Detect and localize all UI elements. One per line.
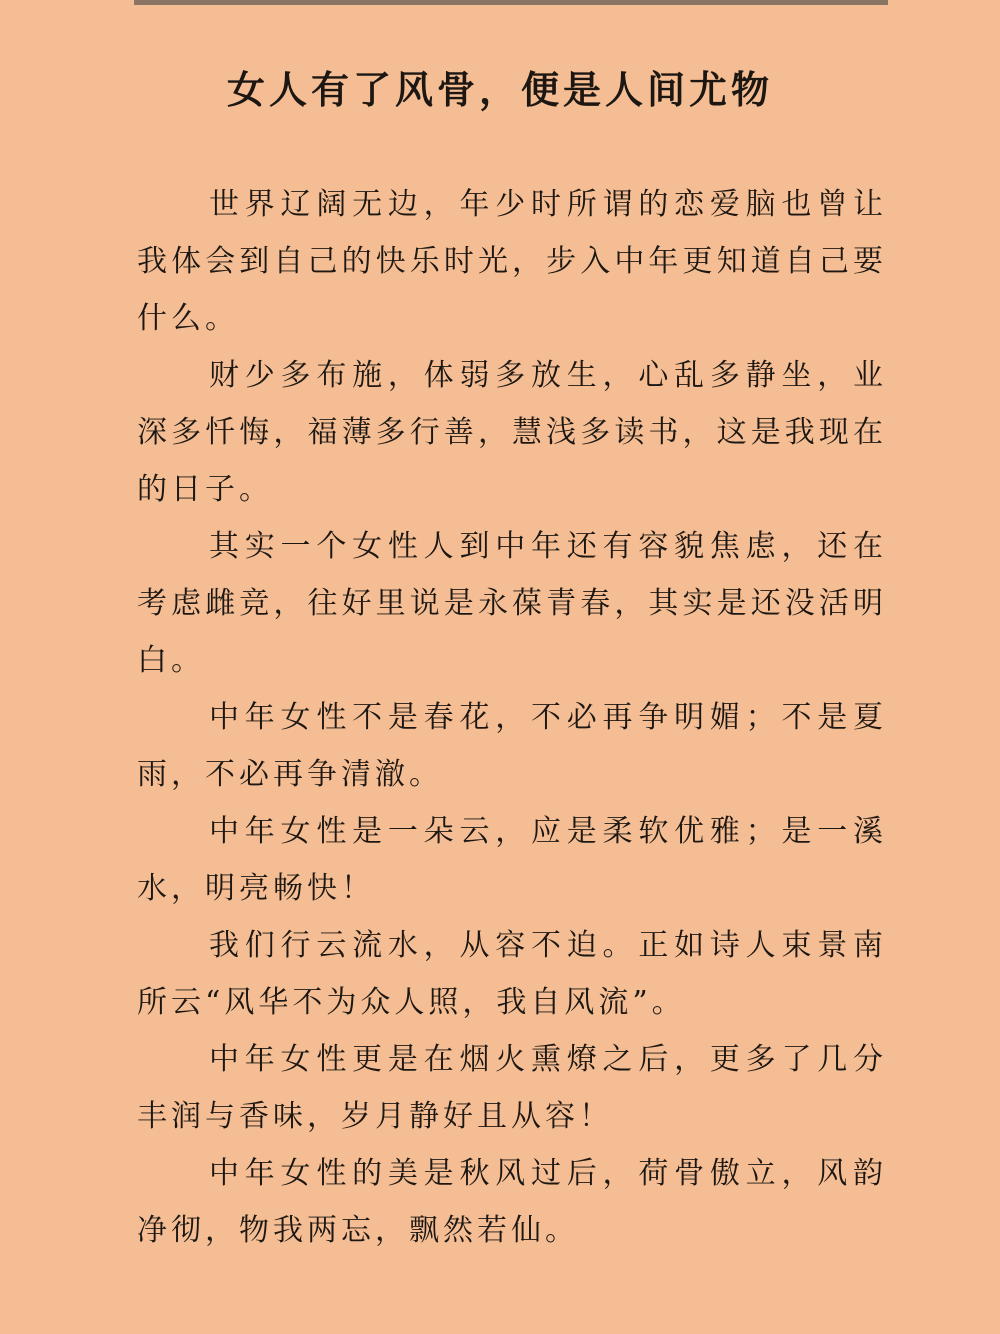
paragraph-2: 财少多布施，体弱多放生，心乱多静坐，业深多忏悔，福薄多行善，慧浅多读书，这是我现在的日子。 [137, 358, 887, 507]
paragraph-1: 世界辽阔无边，年少时所谓的恋爱脑也曾让我体会到自己的快乐时光，步入中年更知道自己要什么。 [137, 187, 887, 336]
paragraph-7: 中年女性更是在烟火熏燎之后，更多了几分丰润与香味，岁月静好且从容！ [137, 1042, 887, 1134]
paragraph-3: 其实一个女性人到中年还有容貌焦虑，还在考虑雌竞，往好里说是永葆青春，其实是还没活明白。 [137, 529, 887, 678]
article-body [137, 176, 887, 1259]
top-divider [134, 0, 888, 5]
paragraph-6: 我们行云流水，从容不迫。正如诗人束景南所云“风华不为众人照，我自风流”。 [137, 928, 887, 1020]
page-title: 女人有了风骨，便是人间尤物 [226, 67, 773, 112]
paragraph-5: 中年女性是一朵云，应是柔软优雅；是一溪水，明亮畅快！ [137, 814, 887, 906]
paragraph-4: 中年女性不是春花，不必再争明媚；不是夏雨，不必再争清澈。 [137, 700, 887, 792]
paragraph-8: 中年女性的美是秋风过后，荷骨傲立，风韵净彻，物我两忘，飘然若仙。 [137, 1156, 887, 1248]
